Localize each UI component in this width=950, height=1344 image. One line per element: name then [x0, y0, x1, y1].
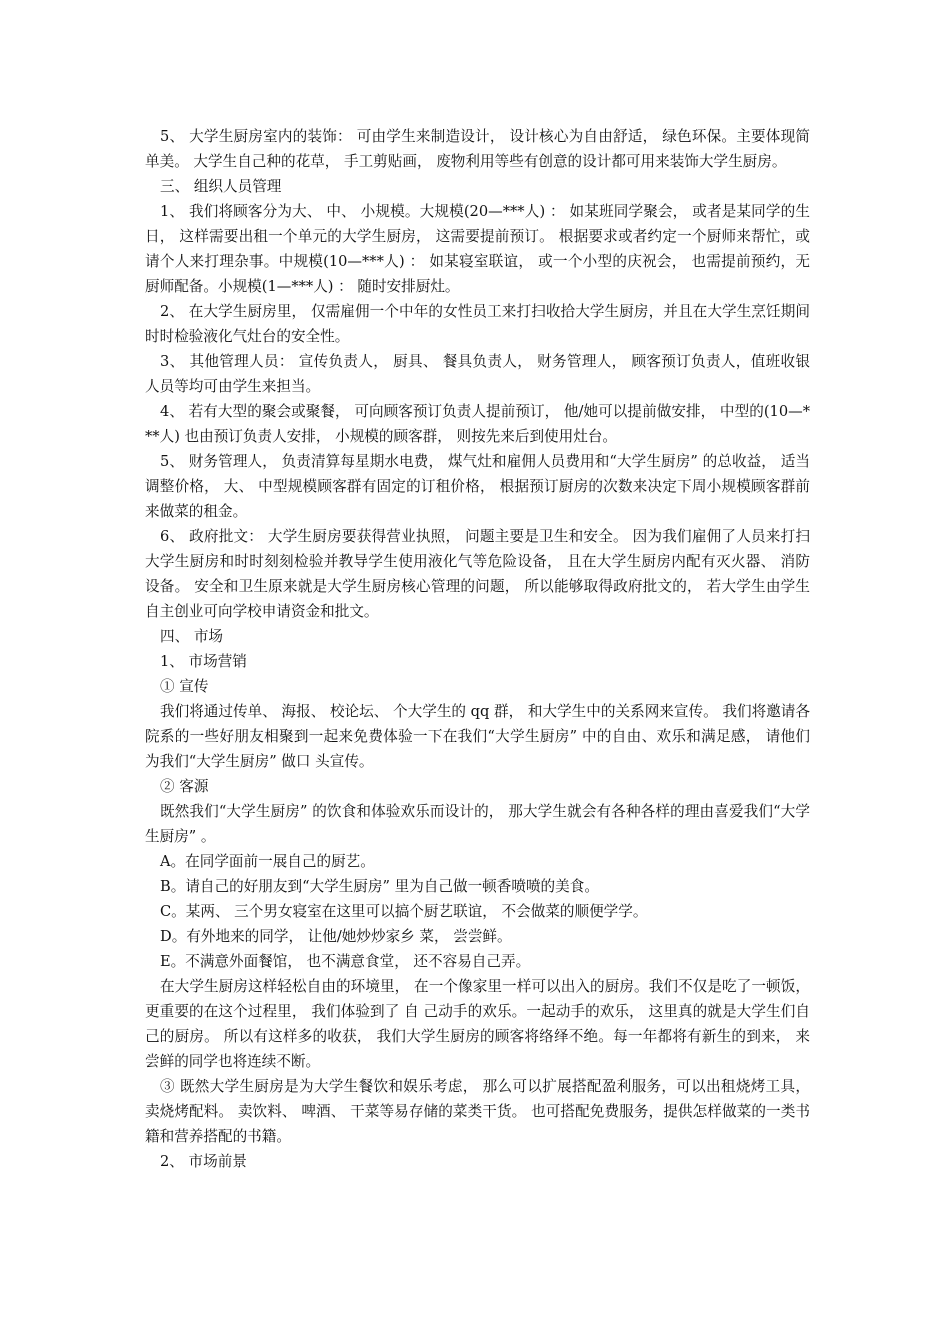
list-item: E。不满意外面餐馆， 也不满意食堂， 还不容易自己弄。 — [160, 953, 531, 970]
item-heading: ② 客源 — [160, 778, 209, 795]
paragraph: 我们将通过传单、 海报、 校论坛、 个大学生的 qq 群， 和大学生中的关系网来宣传。 我们将邀请各院系的一些好朋友相聚到一起来免费体验一下在我们“大学生厨房” 中的自由、欢乐和满足感， 请他们为我们“大学生厨房” 做口 头宣传。 — [145, 703, 810, 770]
list-item: C。某两、 三个男女寝室在这里可以搞个厨艺联谊， 不会做菜的顺便学学。 — [160, 903, 648, 920]
subsection-heading: 2、 市场前景 — [160, 1153, 247, 1170]
paragraph: 4、 若有大型的聚会或聚餐， 可向顾客预订负责人提前预订， 他/她可以提前做安排， 中型的(10—***人) 也由预订负责人安排， 小规模的顾客群， 则按先来后到使用灶台。 — [145, 403, 810, 445]
paragraph: 3、 其他管理人员： 宣传负责人， 厨具、 餐具负责人， 财务管理人， 顾客预订负责人，值班收银人员等均可由学生来担当。 — [145, 353, 810, 395]
paragraph: 5、 财务管理人， 负责清算每星期水电费， 煤气灶和雇佣人员费用和“大学生厨房” 的总收益， 适当调整价格， 大、 中型规模顾客群有固定的订租价格， 根据预订厨房的次数来决定下周小规模顾客群前来做菜的租金。 — [145, 453, 810, 520]
section-heading: 四、 市场 — [160, 628, 224, 645]
list-item: D。有外地来的同学， 让他/她炒炒家乡 菜， 尝尝鲜。 — [160, 928, 512, 945]
subsection-heading: 1、 市场营销 — [160, 653, 247, 670]
paragraph: 在大学生厨房这样轻松自由的环境里， 在一个像家里一样可以出入的厨房。我们不仅是吃了一顿饭， 更重要的在这个过程里， 我们体验到了 自 己动手的欢乐。一起动手的欢乐， 这里真的就是大学生们自己的厨房。 所以有这样多的收获， 我们大学生厨房的顾客将络绎不绝。每一年都将有新生的到来， 来尝鲜的同学也将连续不断。 — [145, 978, 810, 1070]
paragraph: 2、 在大学生厨房里， 仅需雇佣一个中年的女性员工来打扫收拾大学生厨房，并且在大学生烹饪期间时时检验液化气灶台的安全性。 — [145, 303, 810, 345]
item-heading: ① 宣传 — [160, 678, 209, 695]
list-item: B。请自己的好朋友到“大学生厨房” 里为自己做一顿香喷喷的美食。 — [160, 878, 599, 895]
document-body — [145, 124, 810, 1174]
paragraph: 5、 大学生厨房室内的装饰： 可由学生来制造设计， 设计核心为自由舒适， 绿色环保。主要体现简单美。 大学生自己种的花草， 手工剪贴画， 废物利用等些有创意的设计都可用来装饰大学生厨房。 — [145, 128, 810, 170]
list-item: A。在同学面前一展自己的厨艺。 — [160, 853, 375, 870]
paragraph: 1、 我们将顾客分为大、 中、 小规模。大规模(20—***人) ： 如某班同学聚会， 或者是某同学的生日， 这样需要出租一个单元的大学生厨房， 这需要提前预订。 根据要求或者约定一个厨师来帮忙，或请个人来打理杂事。中规模(10—***人) ： 如某寝室联谊， 或一个小型的庆祝会， 也需提前预约，无厨师配备。小规模(1—***人) ： 随时安排厨灶。 — [145, 203, 810, 295]
paragraph: 6、 政府批文： 大学生厨房要获得营业执照， 问题主要是卫生和安全。 因为我们雇佣了人员来打扫大学生厨房和时时刻刻检验并教导学生使用液化气等危险设备， 且在大学生厨房内配有灭火器、 消防设备。 安全和卫生原来就是大学生厨房核心管理的问题， 所以能够取得政府批文的， 若大学生由学生自主创业可向学校申请资金和批文。 — [145, 528, 810, 620]
paragraph: 既然我们“大学生厨房” 的饮食和体验欢乐而设计的， 那大学生就会有各种各样的理由喜爱我们“大学生厨房” 。 — [145, 803, 810, 845]
paragraph: ③ 既然大学生厨房是为大学生餐饮和娱乐考虑， 那么可以扩展搭配盈利服务，可以出租烧烤工具， 卖烧烤配料。 卖饮料、 啤酒、 干菜等易存储的菜类干货。 也可搭配免费服务，提供怎样做菜的一类书籍和营养搭配的书籍。 — [145, 1078, 810, 1145]
section-heading: 三、 组织人员管理 — [160, 178, 282, 195]
